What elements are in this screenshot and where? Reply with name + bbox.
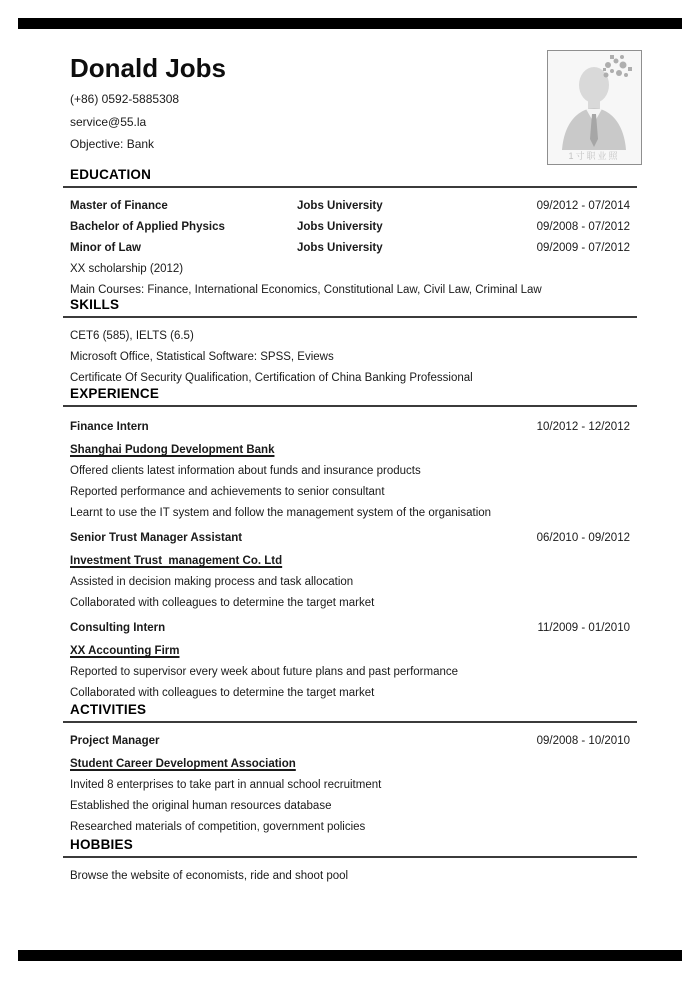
organization-name: Student Career Development Association	[70, 758, 296, 770]
skill-item: Microsoft Office, Statistical Software: SPSS, Eviews	[70, 351, 334, 363]
contact-objective: Objective: Bank	[70, 137, 155, 151]
job-detail: Collaborated with colleagues to determine the target market	[70, 597, 375, 609]
job-detail: Collaborated with colleagues to determine the target market	[70, 687, 375, 699]
job-detail: Assisted in decision making process and task allocation	[70, 576, 354, 588]
company-name: Shanghai Pudong Development Bank	[70, 444, 275, 456]
job-detail: Learnt to use the IT system and follow the management system of the organisation	[70, 507, 492, 519]
experience-entry	[70, 528, 630, 614]
section-education	[70, 166, 630, 301]
date-range: 09/2009 - 07/2012	[536, 242, 630, 254]
date-range: 10/2012 - 12/2012	[536, 421, 630, 433]
skill-item: Certificate Of Security Qualification, Certification of China Banking Professional	[70, 372, 473, 384]
skills-section-title: SKILLS	[63, 296, 637, 318]
top-accent-bar	[18, 18, 682, 29]
job-title: Consulting Intern	[70, 622, 166, 634]
school-name: Jobs University	[297, 242, 383, 254]
activity-detail: Invited 8 enterprises to take part in annual school recruitment	[70, 779, 382, 791]
company-name: XX Accounting Firm	[70, 645, 180, 657]
degree-name: Bachelor of Applied Physics	[70, 221, 225, 233]
section-experience	[70, 385, 630, 704]
skill-item: CET6 (585), IELTS (6.5)	[70, 330, 194, 342]
education-section-title: EDUCATION	[63, 166, 637, 188]
degree-name: Minor of Law	[70, 242, 141, 254]
job-title: Senior Trust Manager Assistant	[70, 532, 243, 544]
bottom-accent-bar	[18, 950, 682, 961]
job-title: Finance Intern	[70, 421, 149, 433]
contact-block	[70, 88, 179, 156]
education-row	[70, 238, 630, 259]
contact-email: service@55.la	[70, 114, 147, 129]
section-activities	[70, 701, 630, 838]
date-range: 11/2009 - 01/2010	[537, 622, 630, 634]
date-range: 09/2008 - 07/2012	[536, 221, 630, 233]
job-detail: Offered clients latest information about funds and insurance products	[70, 465, 421, 477]
job-detail: Reported performance and achievements to senior consultant	[70, 486, 385, 498]
company-name: Investment Trust management Co. Ltd	[70, 555, 283, 567]
date-range: 09/2012 - 07/2014	[536, 200, 630, 212]
contact-phone: (+86) 0592-5885308	[70, 92, 180, 106]
activity-role: Project Manager	[70, 735, 160, 747]
experience-entry	[70, 417, 630, 524]
photo-caption: 1寸职业照	[568, 151, 620, 161]
date-range: 06/2010 - 09/2012	[536, 532, 630, 544]
degree-name: Master of Finance	[70, 200, 168, 212]
profile-photo	[547, 50, 642, 165]
gear-cluster-icon	[603, 55, 632, 78]
experience-section-title: EXPERIENCE	[63, 385, 637, 407]
activity-detail: Established the original human resources database	[70, 800, 332, 812]
school-name: Jobs University	[297, 221, 383, 233]
hobbies-section-title: HOBBIES	[63, 836, 637, 858]
activity-entry	[70, 731, 630, 838]
date-range: 09/2008 - 10/2010	[536, 735, 630, 747]
education-row	[70, 196, 630, 217]
person-silhouette-icon	[548, 51, 641, 164]
activity-detail: Researched materials of competition, government policies	[70, 821, 366, 833]
education-row	[70, 217, 630, 238]
section-skills	[70, 296, 630, 389]
activities-section-title: ACTIVITIES	[63, 701, 637, 723]
page-title: Donald Jobs	[70, 53, 227, 83]
school-name: Jobs University	[297, 200, 383, 212]
hobby-item: Browse the website of economists, ride and shoot pool	[70, 870, 349, 882]
education-note: XX scholarship (2012)	[70, 263, 184, 275]
experience-entry	[70, 618, 630, 704]
job-detail: Reported to supervisor every week about future plans and past performance	[70, 666, 459, 678]
education-note: Main Courses: Finance, International Economics, Constitutional Law, Civil Law, Criminal Law	[70, 284, 542, 296]
section-hobbies	[70, 836, 630, 887]
